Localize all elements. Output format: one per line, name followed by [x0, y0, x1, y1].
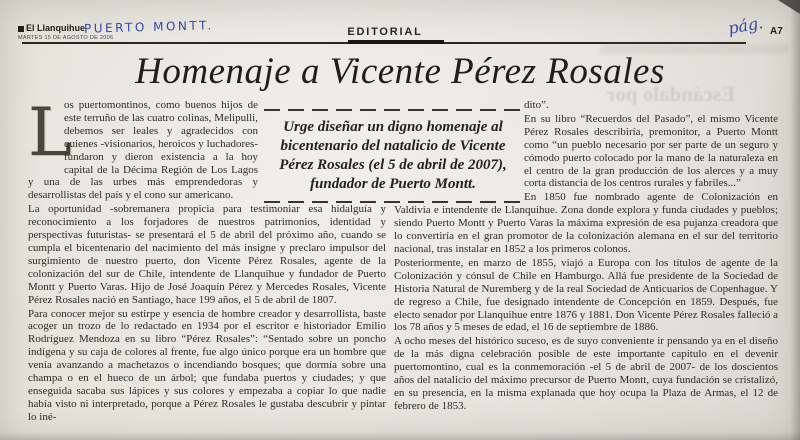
scan-edge-shadow [790, 0, 800, 440]
paragraph: A ocho meses del histórico suceso, es de suyo conveniente ir pensando ya en el diseño de la más digna celebración posible de este importante capítulo en el devenir puertomontino, cual es la conmemoración -el 5 de abril de 2007- de los doscientos años del natalicio del máximo precursor de Puerto Montt, cuya fundación se cristalizó, en su presencia, en la misma explanada que hoy ocupa la Plaza de Armas, el 12 de febrero de 1853. [394, 335, 778, 412]
masthead-title: El Llanquihue [26, 23, 86, 33]
handwritten-city-annotation: PUERTO MONTT. [83, 18, 214, 36]
scan-bottom-shadow [0, 432, 800, 440]
masthead-logo-icon [18, 26, 24, 32]
section-label: EDITORIAL [347, 26, 423, 38]
drop-cap: L [28, 99, 70, 171]
pull-quote: Urge diseñar un digno homenaje al bicentenario del natalicio de Vicente Pérez Rosales (el 5 de abril de 2007), fundador de Puerto Montt. [262, 101, 524, 210]
paragraph: Para conocer mejor su estirpe y esencia de hombre creador y desarrollista, baste acoger un trozo de lo redactado en 1934 por el escritor e historiador Emilio Rodríguez Mendoza en su libro “Pérez Rosales”: “Sentado sobre un poncho indígena y su caja de colores al frente, fue algo único porque era un hombre que venía avanzando a machetazos o incendiando bosques; que dormía sobre una champa o en el hueco de un árbol; que fundaba puertos y ciudades; y que enseguida sacaba sus lápices y sus colores y empezaba a copiar lo que nadie había visto ni interpretado, porque a Pérez Rosales le gustaba descubrir y pintar lo iné- [28, 307, 386, 423]
page-number: A7 [770, 26, 783, 37]
header-rule-thick-segment [348, 40, 444, 44]
paragraph-continuation-text: dito”. [524, 99, 549, 111]
paragraph-lead-text: os puertomontinos, como buenos hijos de este terruño de las cuatro colinas, Melipulli, debemos ser leales y agradecidos con quienes -visionarios, heroicos y luchadores- fundaron y dieron existencia a la hoy capital de la Décima Región de Los Lagos y una de las urbes más emprendedoras y desarrollistas del país y el cono sur americano. [28, 99, 258, 202]
paragraph: En 1850 fue nombrado agente de Colonización en Valdivia e intendente de Llanquihue. Zona donde explora y funda ciudades y pueblos; siendo Puerto Montt y Puerto Varas la máxima expresión de esa pujanza creadora que lo convertiría en el gran promotor de la colonización alemana en el sur del territorio nacional, tras instalar en 1852 a los primeros colonos. [394, 191, 778, 255]
bleed-through-ghost-text: Escándalo por [606, 82, 735, 106]
handwritten-page-annotation: pág. [726, 13, 765, 38]
date-line: MARTES 15 DE AGOSTO DE 2006 [18, 34, 114, 41]
paragraph: En su libro “Recuerdos del Pasado”, el mismo Vicente Pérez Rosales describiría, premonitor, a Puerto Montt como “un pueblo necesario por ser parte de un seguro y cómodo puerto colocado por la mano de la naturaleza en el centro de la gran producción de los alerces y a muy corta distancia de los centros rurales y fabriles...” [524, 112, 778, 190]
paragraph: Posteriormente, en marzo de 1855, viajó a Europa con los títulos de agente de la Colonización y cónsul de Chile en Hamburgo. Allá fue presidente de la Sociedad de Historia Natural de Nuremberg y de la real Sociedad de Anticuarios de Copenhague. Y de regreso a Chile, fue designado intendente de Concepción en 1859. Después, fue electo senador por Llanquihue entre 1876 y 1881. Don Vicente Pérez Rosales falleció a los 78 años y 5 meses de edad, el 16 de septiembre de 1886. [394, 256, 778, 334]
article-headline: Homenaje a Vicente Pérez Rosales [135, 51, 665, 92]
paragraph: La oportunidad -sobremanera propicia para testimoniar esa hidalguía y reconocimiento a los forjadores de nuestros patrimonios, identidad y perspectivas futuristas- se presentará el 5 de abril del próximo año, cuando se cumpla el bicentenario del nacimiento del más insigne y preclaro impulsor del surgimiento de nuestro puerto, don Vicente Pérez Rosales, agente de la colonización del sur de Chile, intendente de Llanquihue y fundador de Puerto Montt y Puerto Varas. Hijo de José Joaquín Pérez y Mercedes Rosales, Vicente Pérez Rosales nació en Santiago, hace 199 años, el 5 de abril de 1807. [28, 203, 386, 306]
